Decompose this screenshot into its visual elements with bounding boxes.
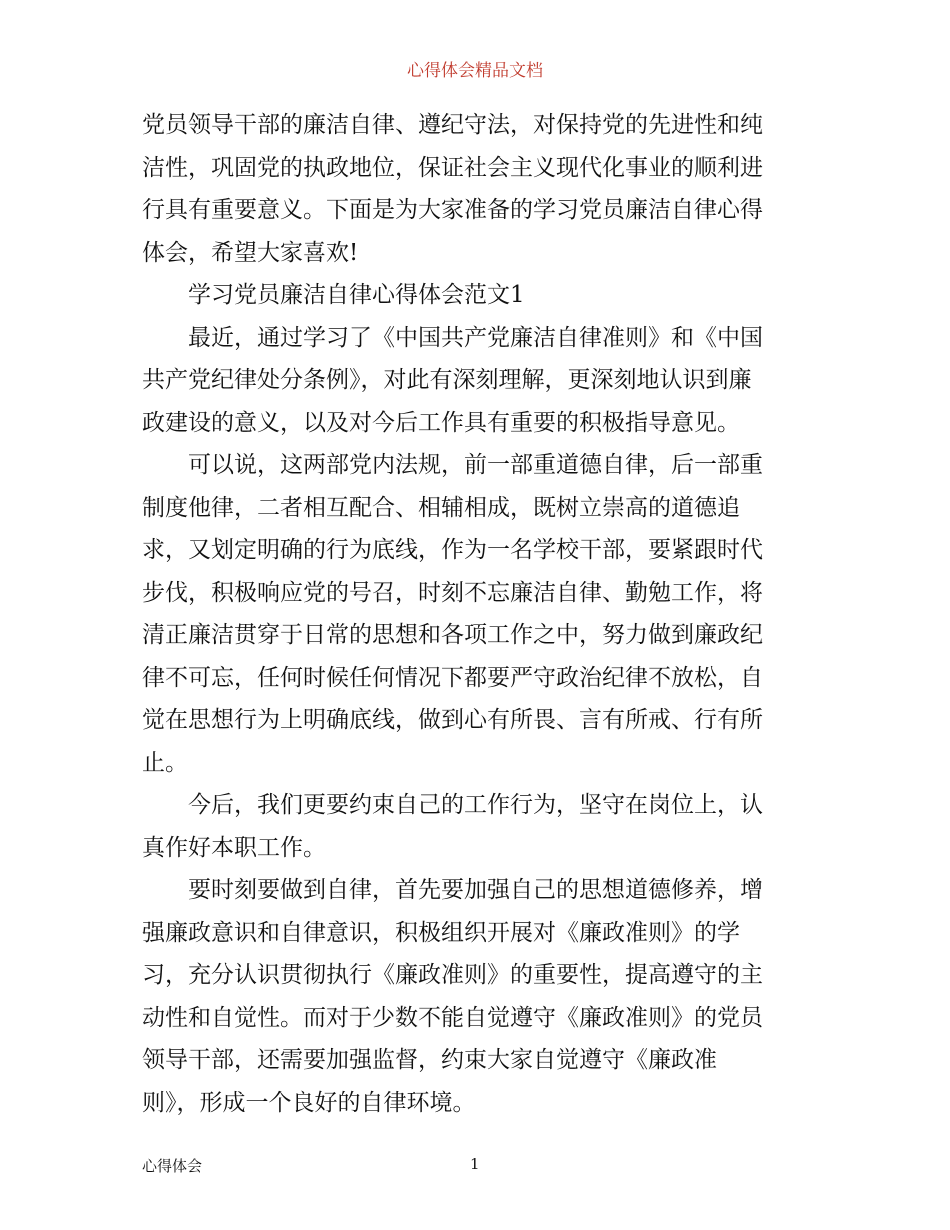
text-line: 洁性，巩固党的执政地位，保证社会主义现代化事业的顺利进 <box>142 154 763 181</box>
text-line: 行具有重要意义。下面是为大家准备的学习党员廉洁自律心得 <box>142 197 763 223</box>
text-line: 步伐，积极响应党的号召，时刻不忘廉洁自律、勤勉工作，将 <box>142 579 763 606</box>
text-line: 清正廉洁贯穿于日常的思想和各项工作之中，努力做到廉政纪 <box>142 622 763 648</box>
text-line: 动性和自觉性。而对于少数不能自觉遵守《廉政准则》的党员 <box>142 1004 763 1031</box>
text-line: 党员领导干部的廉洁自律、遵纪守法，对保持党的先进性和纯 <box>142 112 763 138</box>
text-line: 最近，通过学习了《中国共产党廉洁自律准则》和《中国 <box>188 324 763 351</box>
text-line: 律不可忘，任何时候任何情况下都要严守政治纪律不放松，自 <box>142 664 763 691</box>
text-line: 强廉政意识和自律意识，积极组织开展对《廉政准则》的学 <box>142 919 740 946</box>
text-line: 求，又划定明确的行为底线，作为一名学校干部，要紧跟时代 <box>142 537 763 563</box>
text-line: 习，充分认识贯彻执行《廉政准则》的重要性，提高遵守的主 <box>142 962 763 988</box>
text-line: 学习党员廉洁自律心得体会范文1 <box>188 282 525 308</box>
text-line: 体会，希望大家喜欢! <box>142 239 359 266</box>
text-line: 则》，形成一个良好的自律环境。 <box>142 1089 476 1116</box>
text-line: 领导干部，还需要加强监督，约束大家自觉遵守《廉政准 <box>142 1047 717 1073</box>
text-line: 政建设的意义，以及对今后工作具有重要的积极指导意见。 <box>142 409 740 436</box>
text-line: 制度他律，二者相互配合、相辅相成，既树立崇高的道德追 <box>142 494 740 521</box>
page-number: 1 <box>470 1155 480 1173</box>
text-line: 可以说，这两部党内法规，前一部重道德自律，后一部重 <box>188 452 763 478</box>
text-line: 真作好本职工作。 <box>142 834 326 861</box>
text-line: 觉在思想行为上明确底线，做到心有所畏、言有所戒、行有所 <box>142 707 763 733</box>
footer-label: 心得体会 <box>142 1157 203 1175</box>
text-line: 今后，我们更要约束自己的工作行为，坚守在岗位上，认 <box>188 792 763 818</box>
text-line: 止。 <box>142 749 188 776</box>
text-line: 共产党纪律处分条例》，对此有深刻理解，更深刻地认识到廉 <box>142 367 752 393</box>
document-header: 心得体会精品文档 <box>407 61 543 81</box>
text-line: 要时刻要做到自律，首先要加强自己的思想道德修养，增 <box>188 877 763 903</box>
document-body <box>142 104 812 1124</box>
